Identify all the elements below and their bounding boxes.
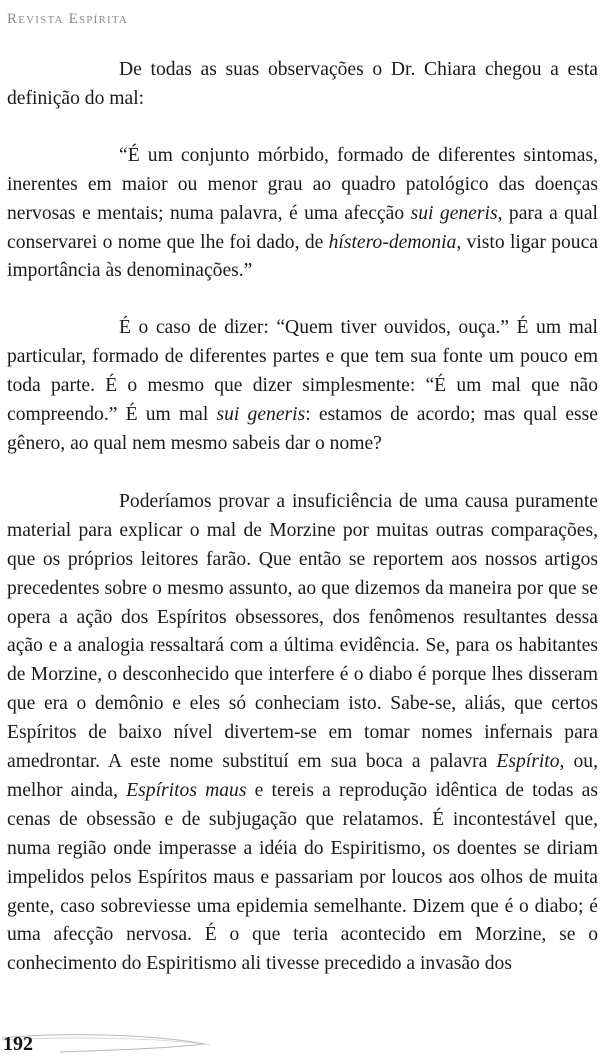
text-span: É o caso de dizer: “Quem tiver ouvidos, ouça.” É um mal particular, formado de diferentes partes e que tem sua fonte um pouco em toda parte. É o mesmo que dizer simplesmente: “É um mal que não compreendo.” É um mal xyxy=(7,317,598,426)
text-span: e tereis a reprodução idêntica de todas as cenas de obsessão e de subjugação que relatamos. É incontestável que, numa região onde imperasse a idéia do Espiritismo, os doentes se diriam impelidos pelos Espíritos maus e passariam por loucos aos olhos de muita gente, caso sobreviesse uma epidemia semelhante. Dizem que é o diabo; é uma afecção nervosa. É o que teria acontecido em Morzine, se o conhecimento do Espiritismo ali tivesse precedido a invasão dos xyxy=(7,779,598,975)
italic-term: Espírito xyxy=(496,751,560,773)
text-span: “É um conjunto mórbido, formado de diferentes sintomas, inerentes em maior ou menor grau ao quadro patológico das doenças nervosas e mentais; numa palavra, é uma afecção xyxy=(7,144,598,224)
paragraph-intro: De todas as suas observações o Dr. Chiara chegou a esta definição do mal: xyxy=(7,59,598,109)
text-span: , visto ligar pouca importância às denominações.” xyxy=(7,231,598,282)
page-number: 192 xyxy=(3,1033,33,1055)
italic-term: Espíritos maus xyxy=(126,779,247,801)
paragraph-argument xyxy=(7,488,598,979)
text-span: , ou, melhor ainda, xyxy=(7,751,598,801)
italic-term: sui generis xyxy=(216,404,306,426)
text-span: : estamos de acordo; mas qual esse gênero, ao qual nem mesmo sabeis dar o nome? xyxy=(7,404,598,454)
paragraph-quote xyxy=(7,142,598,287)
page-body xyxy=(7,56,598,979)
page-ornament-swoosh xyxy=(0,1026,220,1062)
paragraph-commentary xyxy=(7,314,598,459)
text-span: , para a qual conservarei o nome que lhe foi dado, de xyxy=(7,202,598,253)
running-header: Revista Espírita xyxy=(7,11,129,27)
italic-term: sui generis xyxy=(410,202,498,224)
italic-term: hístero-demonia xyxy=(328,231,457,253)
text-span: Poderíamos provar a insuficiência de uma causa puramente material para explicar o mal de Morzine por muitas outras comparações, que os próprios leitores farão. Que então se reportem aos nossos artigos precedentes sobre o mesmo assunto, ao que dizemos da maneira por que se opera a ação dos Espíritos obsessores, dos fenômenos resultantes dessa ação e a analogia ressaltará com a última evidência. Se, para os habitantes de Morzine, o desconhecido que interfere é o diabo é porque lhes disseram que era o demônio e eles só conheciam isto. Sabe-se, aliás, que certos Espíritos de baixo nível divertem-se em tomar nomes infernais para amedrontar. A este nome substituí em sua boca a palavra xyxy=(7,490,598,773)
